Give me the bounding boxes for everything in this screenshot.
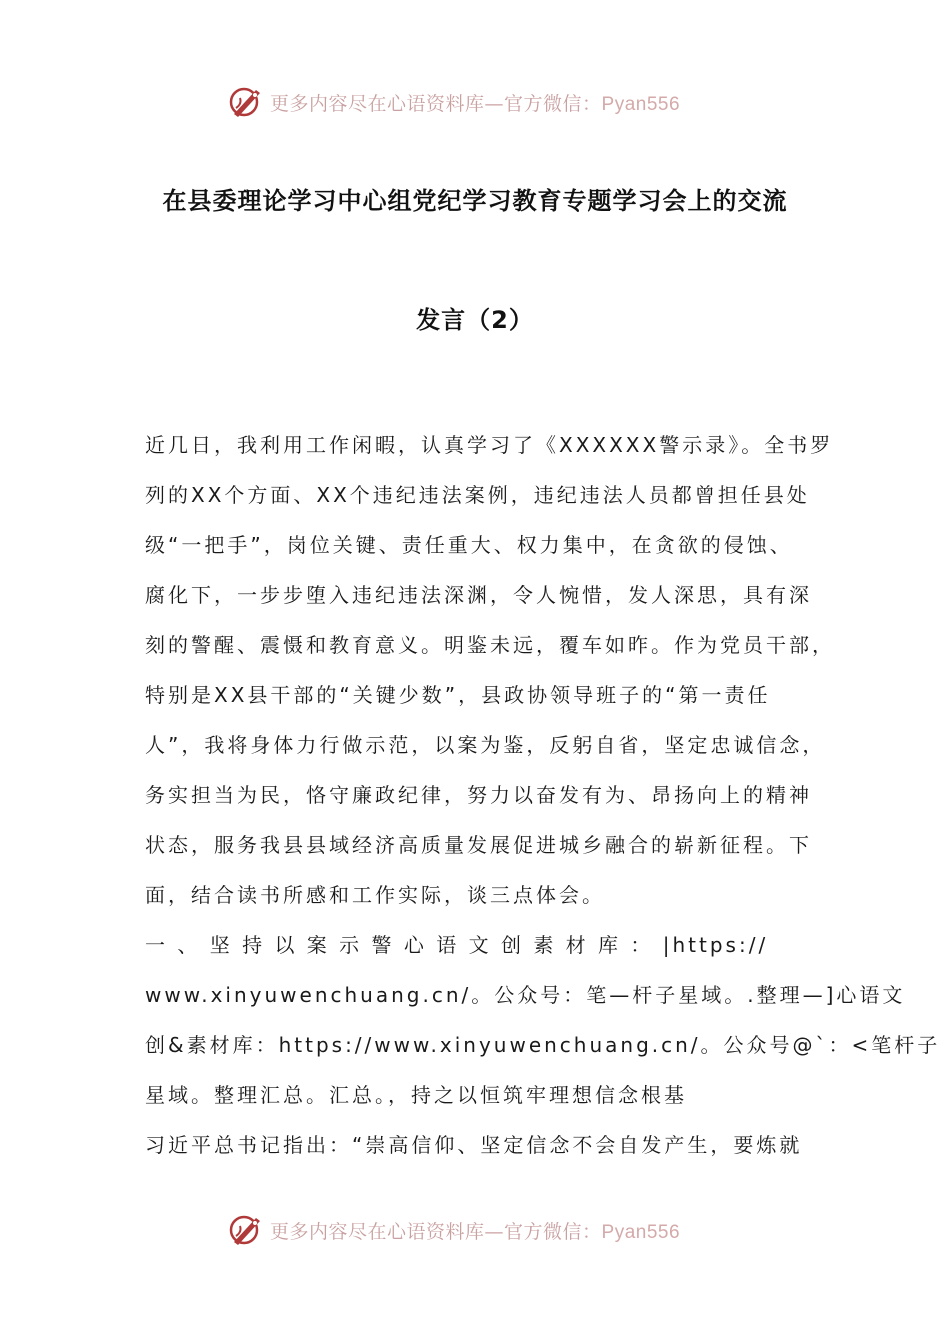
paragraph-quote bbox=[145, 1120, 809, 1170]
heading-char: 以 bbox=[274, 933, 298, 957]
heading-char: ： bbox=[630, 933, 654, 957]
heading-char: 心 bbox=[403, 933, 427, 957]
heading-char: 素 bbox=[533, 933, 557, 957]
document-title-line-1: 在县委理论学习中心组党纪学习教育专题学习会上的交流 bbox=[162, 187, 788, 215]
section-heading-1 bbox=[145, 920, 941, 1120]
text-line: 创&素材库：https://www.xinyuwenchuang.cn/。公众号@`：<笔杆子 bbox=[145, 1033, 941, 1057]
text-line: 务实担当为民，恪守廉政纪律，努力以奋发有为、昂扬向上的精神 bbox=[145, 783, 812, 807]
text-line: 面，结合读书所感和工作实际，谈三点体会。 bbox=[145, 883, 605, 907]
header-watermark-label: 更多内容尽在心语资料库—官方微信： bbox=[270, 92, 602, 115]
heading-char: 材 bbox=[565, 933, 589, 957]
document-body bbox=[145, 420, 941, 1170]
heading-char: 坚 bbox=[209, 933, 233, 957]
pen-logo-icon bbox=[228, 84, 264, 120]
footer-watermark-text bbox=[270, 1217, 680, 1244]
text-line: 近几日，我利用工作闲暇，认真学习了《XXXXXX警示录》。全书罗 bbox=[145, 433, 834, 457]
heading-char: 创 bbox=[500, 933, 524, 957]
heading-char: 示 bbox=[339, 933, 363, 957]
heading-char: 库 bbox=[598, 933, 622, 957]
text-line: 习近平总书记指出：“崇高信仰、坚定信念不会自发产生，要炼就 bbox=[145, 1133, 803, 1157]
footer-wechat-id: Pyan556 bbox=[601, 1221, 681, 1243]
paragraph-intro bbox=[145, 420, 835, 920]
footer-watermark-label: 更多内容尽在心语资料库—官方微信： bbox=[270, 1220, 602, 1243]
heading-first-line bbox=[145, 920, 809, 970]
heading-char: 文 bbox=[468, 933, 492, 957]
heading-char: 一 bbox=[145, 933, 168, 957]
text-line: 状态，服务我县县域经济高质量发展促进城乡融合的崭新征程。下 bbox=[145, 833, 812, 857]
heading-char: 持 bbox=[242, 933, 266, 957]
header-wechat-id: Pyan556 bbox=[601, 93, 681, 115]
text-line: 星域。整理汇总。汇总。，持之以恒筑牢理想信念根基 bbox=[145, 1083, 687, 1107]
heading-char: 警 bbox=[371, 933, 395, 957]
text-line: 刻的警醒、震慑和教育意义。明鉴未远，覆车如昨。作为党员干部， bbox=[145, 633, 835, 657]
pen-logo-icon bbox=[228, 1212, 264, 1248]
text-line: www.xinyuwenchuang.cn/。公众号：笔—杆子星域。.整理—]心语文 bbox=[145, 983, 906, 1007]
document-title-line-2: 发言（2） bbox=[416, 306, 534, 334]
footer-watermark-banner bbox=[228, 1210, 748, 1250]
text-line: 特别是XX县干部的“关键少数”，县政协领导班子的“第一责任 bbox=[145, 683, 771, 707]
heading-char: 、 bbox=[177, 933, 201, 957]
heading-char: 案 bbox=[306, 933, 330, 957]
text-line: 级“一把手”，岗位关键、责任重大、权力集中，在贪欲的侵蚀、 bbox=[145, 533, 793, 557]
text-line: 列的XX个方面、XX个违纪违法案例，违纪违法人员都曾担任县处 bbox=[145, 483, 810, 507]
header-watermark-text bbox=[270, 89, 680, 116]
heading-url-start: |https:// bbox=[662, 933, 769, 957]
text-line: 腐化下，一步步堕入违纪违法深渊，令人惋惜，发人深思，具有深 bbox=[145, 583, 812, 607]
header-watermark-banner bbox=[228, 82, 748, 122]
text-line: 人”，我将身体力行做示范，以案为鉴，反躬自省，坚定忠诚信念， bbox=[145, 733, 826, 757]
heading-char: 语 bbox=[436, 933, 460, 957]
